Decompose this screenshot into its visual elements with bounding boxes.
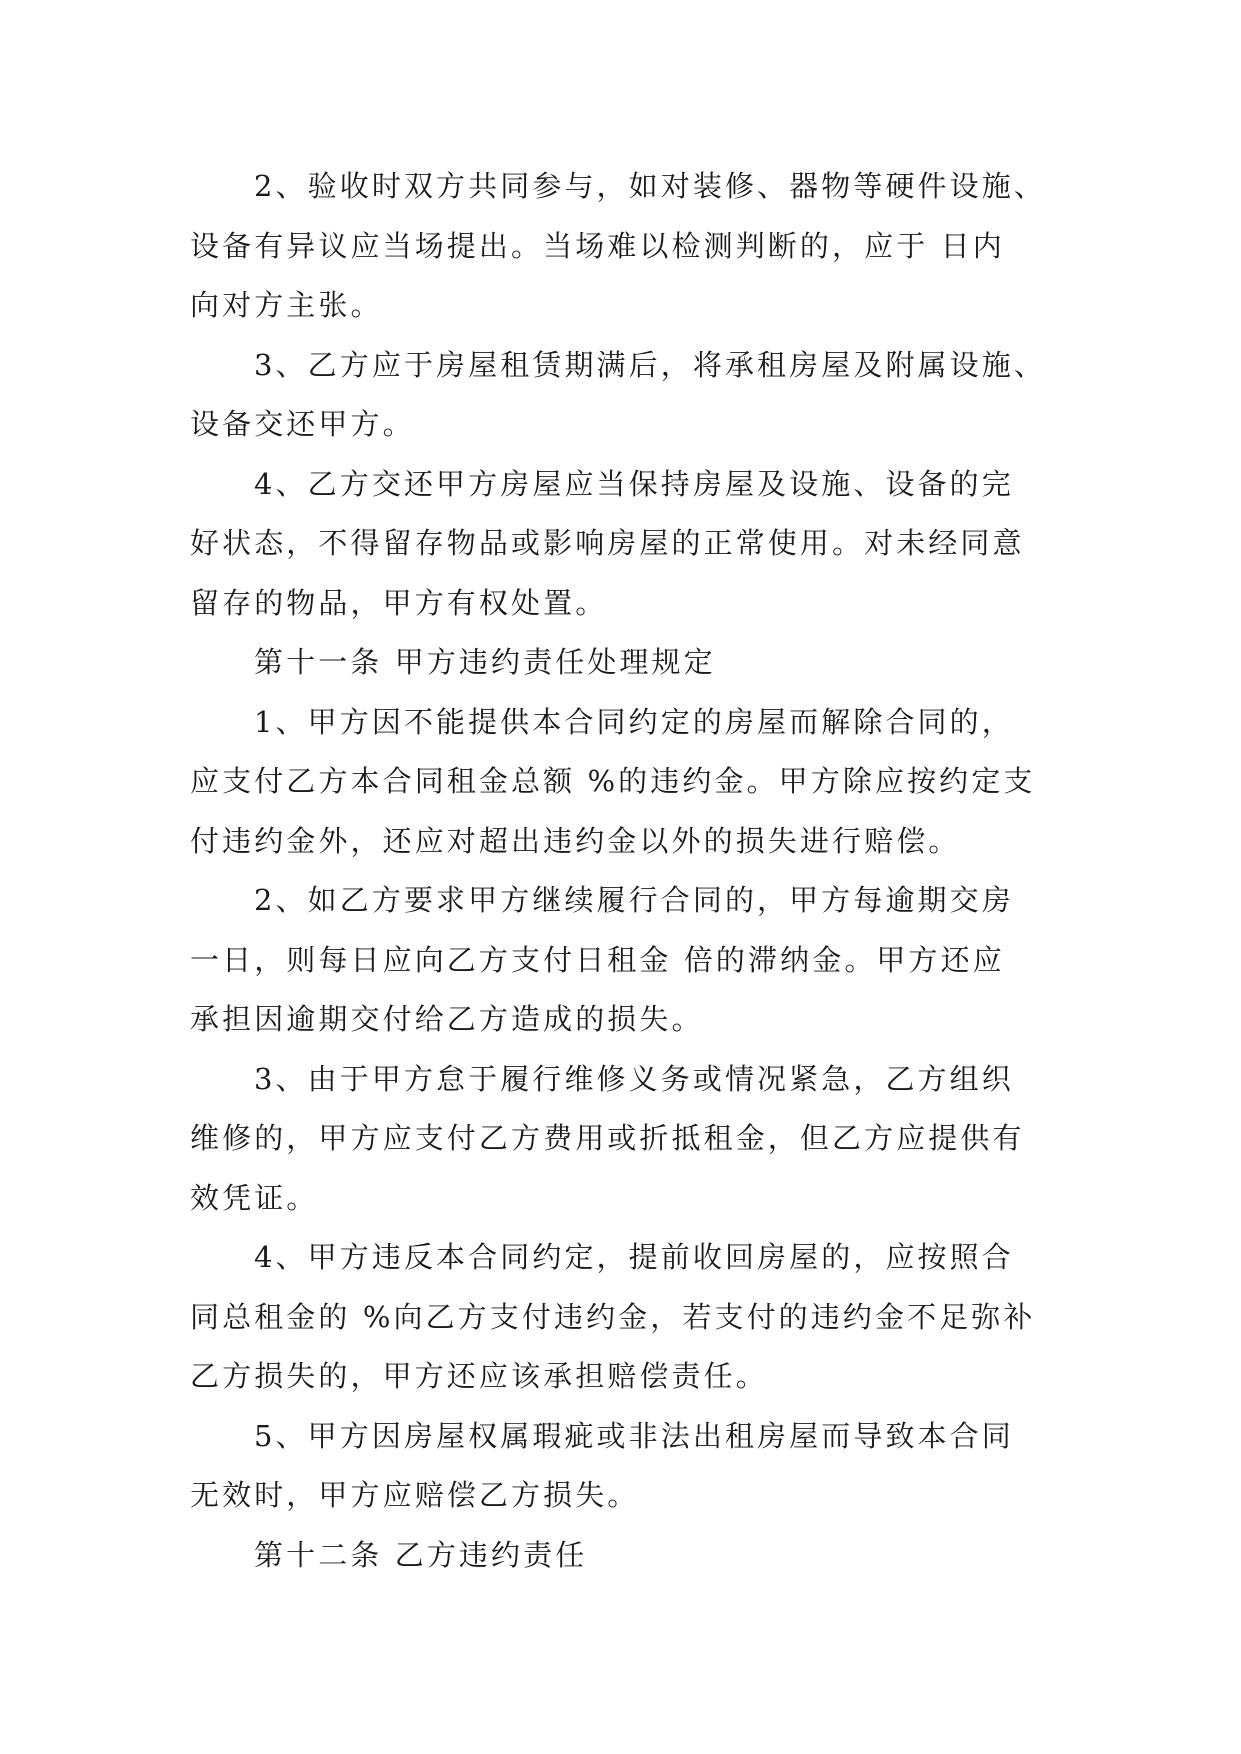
text-line: 4、甲方违反本合同约定，提前收回房屋的，应按照合 [254,1240,1014,1274]
text-line: 承担因逾期交付给乙方造成的损失。 [190,1002,704,1036]
text-line: 维修的，甲方应支付乙方费用或折抵租金，但乙方应提供有 [190,1121,1025,1155]
text-line: 付违约金外，还应对超出违约金以外的损失进行赔偿。 [190,823,961,858]
document-body [190,157,1070,1585]
paragraph-article-11-item-2 [190,871,1070,1050]
text-line: 第十一条 甲方违约责任处理规定 [254,645,716,679]
text-line: 无效时，甲方应赔偿乙方损失。 [190,1478,640,1512]
text-line: 4、乙方交还甲方房屋应当保持房屋及设施、设备的完 [254,466,1014,501]
text-line: 效凭证。 [190,1180,319,1215]
text-line: 3、由于甲方怠于履行维修义务或情况紧急，乙方组织 [254,1061,1014,1096]
paragraph-return-4 [190,455,1070,634]
paragraph-article-11-item-1 [190,693,1070,872]
text-line: 第十二条 乙方违约责任 [254,1537,588,1572]
text-line: 3、乙方应于房屋租赁期满后，将承租房屋及附属设施、 [254,347,1046,382]
text-line: 2、如乙方要求甲方继续履行合同的，甲方每逾期交房 [254,883,1014,917]
text-line: 好状态，不得留存物品或影响房屋的正常使用。对未经同意 [190,526,1025,560]
paragraph-return-3 [190,336,1070,455]
text-line: 2、验收时双方共同参与，如对装修、器物等硬件设施、 [254,169,1046,203]
paragraph-acceptance-2 [190,157,1070,336]
text-line: 向对方主张。 [190,288,383,322]
text-line: 设备交还甲方。 [190,407,415,441]
text-line: 一日，则每日应向乙方支付日租金 倍的滞纳金。甲方还应 [190,942,1005,977]
paragraph-article-11-item-4 [190,1228,1070,1407]
text-line: 留存的物品，甲方有权处置。 [190,585,608,620]
text-line: 1、甲方因不能提供本合同约定的房屋而解除合同的， [254,704,1014,739]
paragraph-article-11-item-5 [190,1407,1070,1526]
article-12-heading [190,1526,1070,1586]
text-line: 应支付乙方本合同租金总额 %的违约金。甲方除应按约定支 [190,764,1036,798]
paragraph-article-11-item-3 [190,1050,1070,1229]
article-11-heading [190,633,1070,693]
text-line: 5、甲方因房屋权属瑕疵或非法出租房屋而导致本合同 [254,1418,1014,1453]
text-line: 设备有异议应当场提出。当场难以检测判断的，应于 日内 [190,228,1005,263]
text-line: 乙方损失的，甲方还应该承担赔偿责任。 [190,1359,768,1393]
text-line: 同总租金的 %向乙方支付违约金，若支付的违约金不足弥补 [190,1299,1036,1334]
